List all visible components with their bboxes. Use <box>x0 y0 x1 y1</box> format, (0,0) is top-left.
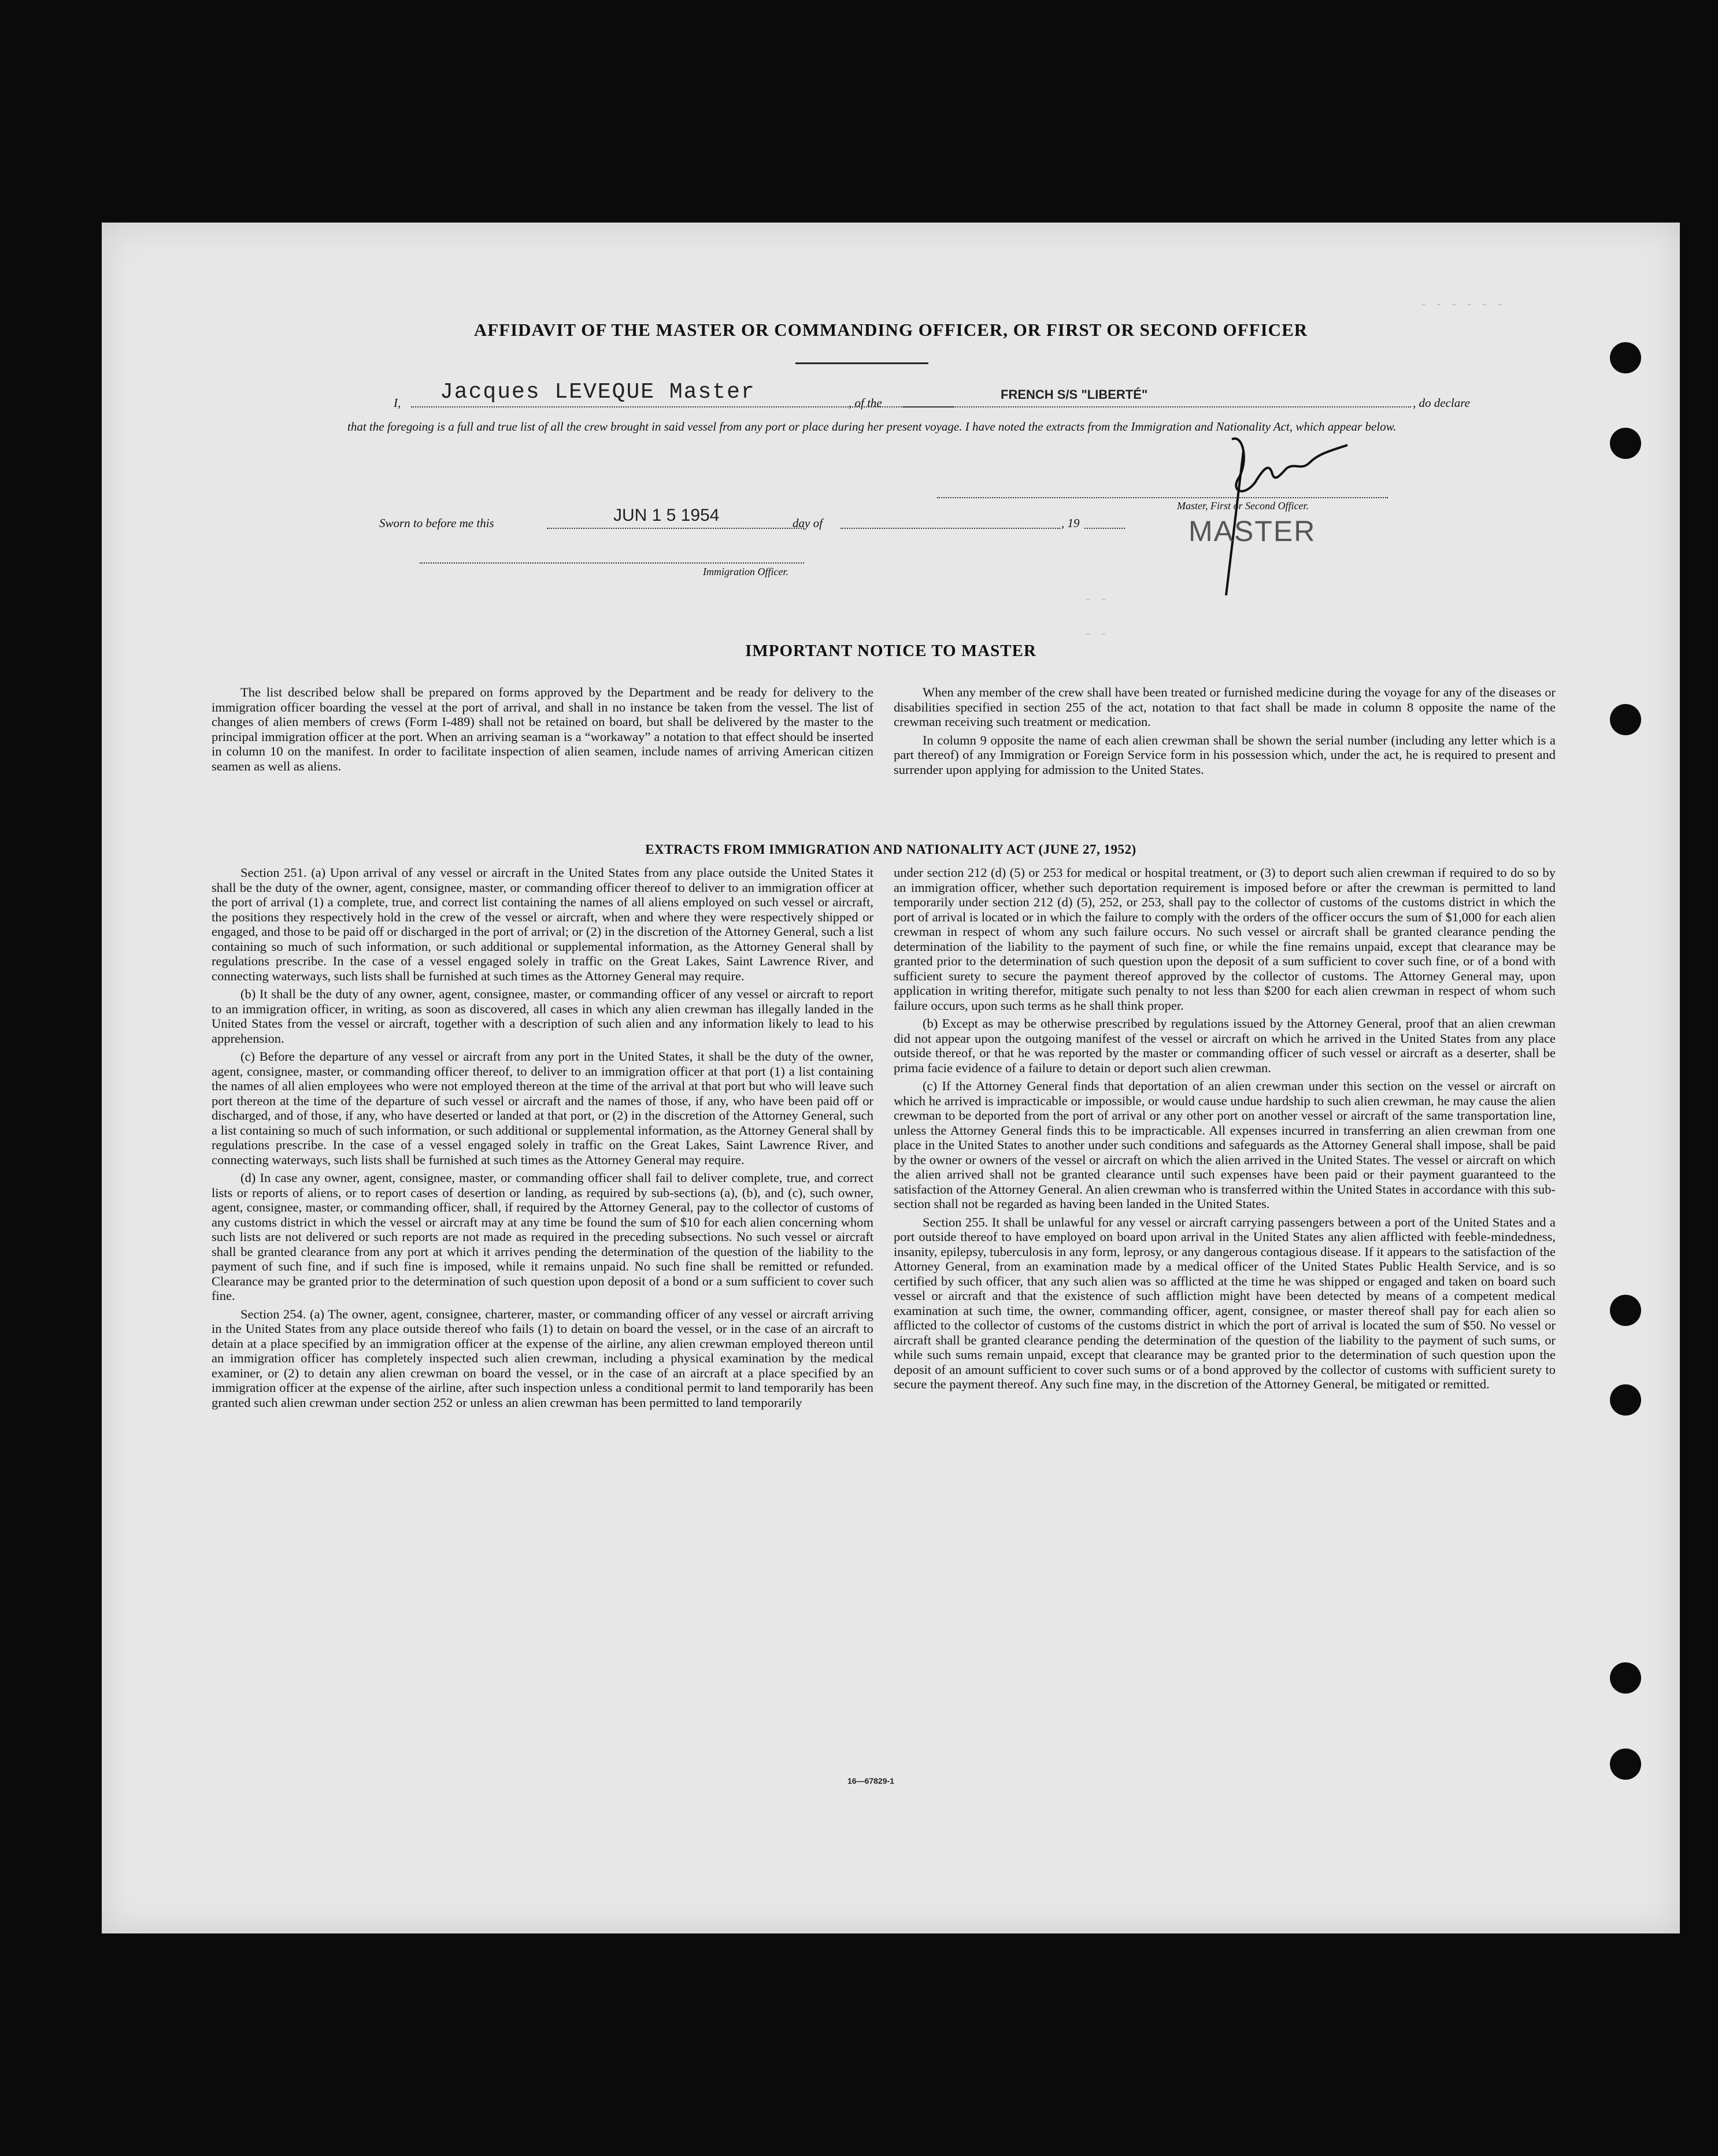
notice-right-column <box>894 685 1556 829</box>
extracts-right-column <box>894 865 1556 1764</box>
punch-hole <box>1610 342 1641 373</box>
extract-paragraph: (c) If the Attorney General finds that deportation of an alien crewman under this section on the vessel or aircraft on which he arrived is impracticable or impossible, or would cause undue hardship to such alien crewman, he may cause the alien crewman to be deported from the port of arrival or any other port on another vessel or aircraft of the same transportation line, unless the Attorney General finds this to be impracticable. All expenses incurred in transferring an alien crewman from one place in the United States to another under such conditions and safeguards as the Attorney General shall impose, shall be paid by the owner or owners of the vessel or aircraft on which the alien arrived in the United States. The vessel or aircraft on which the alien arrived shall not be granted clearance until such expenses have been paid or their payment guaranteed to the satisfaction of the Attorney General. An alien crewman who is transferred within the United States in accordance with this sub-section shall not be regarded as having been landed in the United States. <box>894 1079 1556 1211</box>
sworn-date-stamp: JUN 1 5 1954 <box>613 506 720 525</box>
notice-title: IMPORTANT NOTICE TO MASTER <box>745 642 1036 660</box>
affidavit-title: AFFIDAVIT OF THE MASTER OR COMMANDING OFFICER, OR FIRST OR SECOND OFFICER <box>473 320 1308 340</box>
extract-paragraph: Section 254. (a) The owner, agent, consignee, charterer, master, or commanding officer of any vessel or aircraft arriving in the United States from any place outside thereof who fails (1) to detain on board the vessel, or in the case of an aircraft to detain at a place specified by an immigration officer at the expense of the airline, any alien crewman employed thereon until an immigration officer has completely inspected such alien crewman, including a physical examination by the medical examiner, or (2) to detain any alien crewman on board the vessel, or in the case of an aircraft at a place specified by an immigration officer at the expense of the airline, after such inspection unless a conditional permit to land temporarily has been granted such alien crewman under section 252 or unless an alien crewman has been permitted to land temporarily <box>212 1306 873 1410</box>
extract-paragraph: (b) It shall be the duty of any owner, agent, consignee, master, or commanding officer of any vessel or aircraft to report to an immigration officer, in writing, as soon as discovered, all cases in which any alien crewman has illegally landed in the United States from the vessel or aircraft, together with a description of such alien and any information likely to lead to his apprehension. <box>212 987 873 1046</box>
of-the-label: , of the <box>849 396 882 410</box>
year-label: , 19 <box>1061 516 1080 530</box>
sworn-label: Sworn to before me this <box>379 516 494 530</box>
extracts-left-column <box>212 865 873 1764</box>
do-declare: , do declare <box>1413 396 1470 410</box>
punch-hole <box>1610 1295 1641 1326</box>
extract-paragraph: Section 251. (a) Upon arrival of any vessel or aircraft in the United States from any place outside the United States it shall be the duty of the owner, agent, consignee, master, or commanding officer thereof to deliver to an immigration officer at the port of arrival (1) a complete, true, and correct list containing the names of all aliens employed on such vessel or aircraft, the positions they respectively hold in the crew of the vessel or aircraft, when and where they were respectively shipped or engaged, and those to be paid off or discharged in the port of arrival; or (2) in the discretion of the Attorney General, such a list containing so much of such information, or such additional or supplemental information, as the Attorney General shall by regulations prescribe. In the case of a vessel engaged solely in traffic on the Great Lakes, Saint Lawrence River, and connecting waterways, such lists shall be furnished at such times as the Attorney General may require. <box>212 865 873 983</box>
master-name: Jacques LEVEQUE Master <box>440 380 756 405</box>
sworn-date-line <box>547 528 804 529</box>
document-page <box>102 223 1680 1933</box>
extract-paragraph: (b) Except as may be otherwise prescribed by regulations issued by the Attorney General, proof that an alien crewman did not appear upon the outgoing manifest of the vessel or aircraft on which he arrived in the United States from any place outside thereof, or that he was reported by the master or commanding officer of such vessel or aircraft as a deserter, shall be prima facie evidence of a failure to detain or deport such alien crewman. <box>894 1016 1556 1075</box>
title-rule <box>795 362 928 364</box>
punch-hole <box>1610 1384 1641 1416</box>
month-line <box>841 528 1060 529</box>
notice-right-paragraph-2: In column 9 opposite the name of each alien crewman shall be shown the serial number (including any letter which is a part thereof) of any Immigration or Foreign Service form in his possession which, under the act, he is required to present and surrender upon applying for admission to the United States. <box>894 732 1556 777</box>
notice-left-paragraph: The list described below shall be prepared on forms approved by the Department and be ready for delivery to the immigration officer boarding the vessel at the port of arrival, and shall in no instance be taken from the vessel. The list of changes of alien members of crews (Form I-489) shall not be retained on board, but shall be delivered by the master to the principal immigration officer at the port. When an arriving seaman is a “workaway” a notation to that effect should be inserted in column 10 on the manifest. In order to facilitate inspection of alien seamen, include names of arriving American citizen seamen as well as aliens. <box>212 685 873 773</box>
master-stamp: MASTER <box>1188 515 1316 547</box>
punch-hole <box>1610 704 1641 735</box>
extract-paragraph: (c) Before the departure of any vessel or aircraft from any port in the United States, it shall be the duty of the owner, agent, consignee, master, or commanding officer thereof, to deliver to an immigration officer at that port (1) a list containing the names of all alien employees who were not employed thereon at the time of the arrival at that port but who will leave such port thereon at the time of the departure of such vessel or aircraft and the names of those, if any, who have been paid off or discharged, and of those, if any, who have deserted or landed at that port, or (2) in the discretion of the Attorney General, such a list containing so much of such information, or such additional or supplemental information, as the Attorney General shall by regulations prescribe. In the case of a vessel engaged solely in traffic on the Great Lakes, Saint Lawrence River, and connecting waterways, such lists shall be furnished at such times as the Attorney General may require. <box>212 1049 873 1167</box>
notice-right-paragraph-1: When any member of the crew shall have been treated or furnished medicine during the voyage for any of the diseases or disabilities specified in section 255 of the act, notation to that fact shall be made in column 8 opposite the name of the crewman receiving such treatment or medication. <box>894 685 1556 729</box>
extract-paragraph: Section 255. It shall be unlawful for any vessel or aircraft carrying passengers between a port of the United States and a port outside thereof to have employed on board upon arrival in the United States any alien afflicted with feeble-mindedness, insanity, epilepsy, tuberculosis in any form, leprosy, or any dangerous contagious disease. If it appears to the satisfaction of the Attorney General, from an examination made by a medical officer of the United States Public Health Service, and is so certified by such officer, that any such alien was so afflicted at the time he was shipped or engaged and taken on board such vessel or aircraft and that the existence of such affliction might have been detected by means of a competent medical examination at such time, the owner, commanding officer, agent, consignee, or master thereof shall pay for each alien so afflicted to the collector of customs of the customs district in which the port of arrival is located the sum of $50. No vessel or aircraft shall be granted clearance pending the determination of the question of the liability to the payment of such sums, or while such sums remain unpaid, except that clearance may be granted prior to the determination of such question upon the deposit of an amount sufficient to cover such sums or of a bond approved by the collector of customs with sufficient surety to secure the payment thereof. Any such fine may, in the discretion of the Attorney General, be mitigated or remitted. <box>894 1214 1556 1391</box>
year-line <box>1084 528 1125 529</box>
vessel-line <box>902 406 1411 408</box>
officer-caption: Immigration Officer. <box>703 566 788 577</box>
bleed-mark: - - <box>1084 627 1108 642</box>
punch-hole <box>1610 1662 1641 1694</box>
extract-paragraph: (d) In case any owner, agent, consignee, master, or commanding officer shall fail to deliver complete, true, and correct lists or reports of aliens, or to report cases of desertion or landing, as required by sub-sections (a), (b), and (c), such owner, agent, consignee, master, or commanding officer, shall, if required by the Attorney General, pay to the collector of customs of any customs district in which the vessel or aircraft may at any time be found the sum of $10 for each alien concerning whom such lists are not delivered or such reports are not made as required in the preceding subsections. No such vessel or aircraft shall be granted clearance from any port at which it arrives pending the determination of the question of the liability to the payment of such fine, and if such fine is imposed, while it remains unpaid. No such fine shall be remitted or refunded. Clearance may be granted prior to the determination of such question upon deposit of a bond or a sum sufficient to cover such fine. <box>212 1170 873 1303</box>
vessel-name: FRENCH S/S "LIBERTÉ" <box>1001 387 1148 402</box>
extracts-title: EXTRACTS FROM IMMIGRATION AND NATIONALITY ACT (JUNE 27, 1952) <box>645 842 1136 857</box>
declaration-text: that the foregoing is a full and true list of all the crew brought in said vessel from any port or place during her present voyage. I have noted the extracts from the Immigration and Nationality Act, which appear below. <box>347 420 1397 434</box>
punch-hole <box>1610 1748 1641 1780</box>
bleed-mark: - - <box>1084 592 1108 607</box>
bleed-mark: - - - - - - <box>1420 298 1504 312</box>
signature-caption: Master, First or Second Officer. <box>1177 500 1309 512</box>
i-label: I, <box>394 396 401 410</box>
officer-line <box>420 562 804 564</box>
extract-paragraph: under section 212 (d) (5) or 253 for medical or hospital treatment, or (3) to deport such alien crewman if required to do so by an immigration officer, whether such deportation requirement is imposed before or after the crewman is permitted to land temporarily under section 212 (d) (5), 252, or 253, shall pay to the collector of customs of the customs district in which the port of arrival is located or in which the failure to comply with the orders of the officer occurs the sum of $1,000 for each alien crewman in respect of whom any such failure occurs. No such vessel or aircraft shall be granted clearance pending the determination of the liability to the payment of such fine, or while the fine remains unpaid, except that clearance may be granted prior to the determination of such question upon the deposit of a sum sufficient to cover such fine, or of a bond with sufficient surety to secure the payment thereof approved by the collector of customs. The Attorney General may, upon application in writing therefor, mitigate such penalty to not less than $200 for each alien crewman in respect of whom such failure occurs, upon such terms as he shall think proper. <box>894 865 1556 1013</box>
form-number: 16—67829-1 <box>847 1776 894 1785</box>
day-of-label: day of <box>793 516 823 530</box>
notice-left-column <box>212 685 873 829</box>
punch-hole <box>1610 428 1641 459</box>
